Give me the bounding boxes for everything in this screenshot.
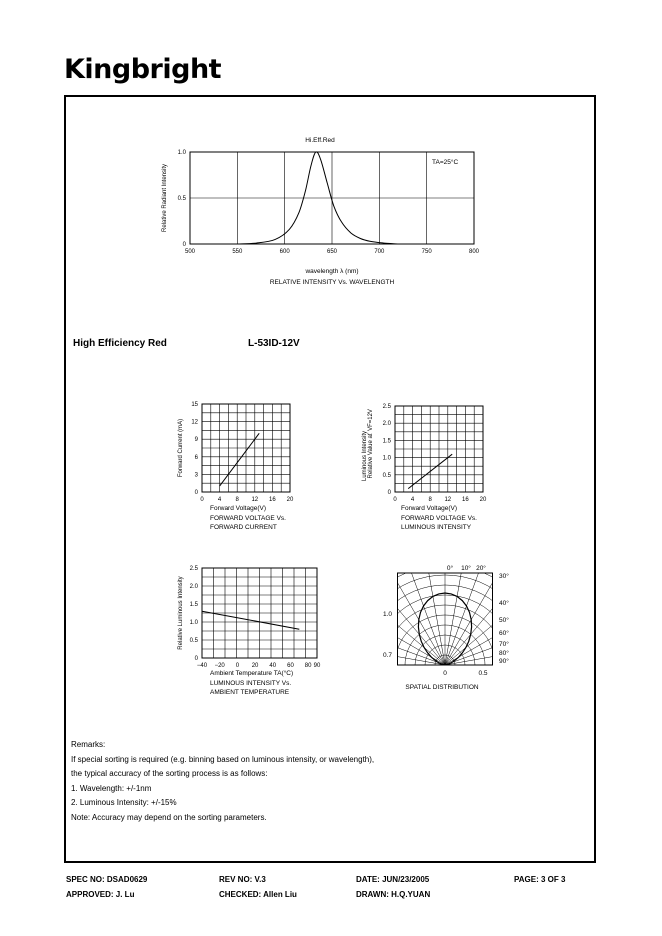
angle-label: 10° [461,565,471,572]
x-tick-label: 0 [200,497,204,503]
x-tick-label: 20 [479,497,487,503]
angle-label: 20° [476,565,486,572]
luminous-vs-temperature-chart [170,560,330,702]
angle-label: 50° [499,617,509,624]
angle-label: 70° [499,641,509,648]
x-tick-label: 12 [251,497,259,503]
x-tick-label: 500 [184,249,196,255]
x-tick-label: 12 [444,497,452,503]
bottom-label: 0 [443,670,447,677]
x-tick-label: −40 [196,663,208,669]
y-tick-label: 6 [194,454,198,461]
angle-label: 80° [499,650,509,657]
chart-caption: LUMINOUS INTENSITY [401,524,472,531]
part-number: L-53ID-12V [248,338,300,349]
angle-label: 40° [499,600,509,607]
y-tick-label: 0.5 [177,196,186,202]
x-tick-label: 550 [232,249,243,255]
y-tick-label: 1.0 [177,150,186,156]
forward-current-chart [170,396,320,536]
y-tick-label: 2.0 [189,584,198,590]
y-axis-label: Forward Current (mA) [178,418,184,478]
y-tick-label: 1.5 [189,602,198,608]
y-tick-label: 0 [387,490,391,496]
chart-caption: LUMINOUS INTENSITY Vs. [210,680,292,687]
drawn-by: DRAWN: H.Q.YUAN [356,890,431,899]
approved-by: APPROVED: J. Lu [66,890,135,899]
y-tick-label: 15 [191,402,198,408]
x-axis-label: Ambient Temperature TA(°C) [210,670,294,677]
y-tick-label: 3 [194,472,198,479]
y-tick-label: 1.5 [382,438,391,445]
chart-title: Hi.Eff.Red [305,137,335,144]
x-tick-label: 4 [410,497,415,503]
remarks-heading: Remarks: [71,740,106,749]
y-tick-label: 0.5 [382,472,391,479]
remarks-line: Note: Accuracy may depend on the sorting parameters. [71,812,267,822]
chart-caption: AMBIENT TEMPERATURE [210,689,290,696]
angle-label: 60° [499,630,509,637]
y-tick-label: 0 [194,490,198,496]
x-tick-label: 20 [251,663,259,669]
y-tick-label: 0 [194,656,198,662]
y-axis-label: Relative Luminous Intensity [178,576,184,650]
chart-caption: FORWARD VOLTAGE Vs. [401,515,477,522]
chart-caption: FORWARD CURRENT [210,524,277,531]
angle-label: 0° [446,565,454,572]
y-tick-label: 2.0 [382,421,391,428]
x-tick-label: 0 [393,497,397,503]
x-tick-label: 650 [326,249,338,255]
y-tick-label: 0 [182,242,186,248]
angle-label: 30° [499,573,509,580]
radial-label: 1.0 [382,611,392,618]
brand-logo: Kingbright [64,54,222,85]
remarks-line: the typical accuracy of the sorting process is as follows: [71,769,268,778]
x-tick-label: 60 [287,663,294,669]
x-tick-label: 4 [217,497,222,503]
x-axis-label: Forward Voltage(V) [401,505,457,512]
x-tick-label: 16 [462,497,469,503]
radial-label: 0.7 [382,652,392,659]
x-tick-label: 80 [304,663,312,669]
remarks-line: 1. Wavelength: +/-1nm [71,783,152,793]
temperature-annotation: TA=25°C [432,159,459,166]
chart-caption: FORWARD VOLTAGE Vs. [210,515,286,522]
x-tick-label: 700 [374,249,385,255]
x-tick-label: 8 [428,497,432,503]
x-tick-label: 40 [269,663,277,669]
series-line [202,611,299,629]
spec-number: SPEC NO: DSAD0629 [66,875,148,884]
angle-spoke [370,617,445,665]
luminous-vs-voltage-chart [355,396,505,536]
remarks-line: 2. Luminous Intensity: +/-15% [71,798,177,807]
checked-by: CHECKED: Allen Liu [219,890,297,899]
y-axis-label: VF=12V [368,409,374,431]
x-tick-label: 600 [279,249,290,255]
angle-spoke [370,641,445,665]
y-tick-label: 9 [194,437,198,444]
y-tick-label: 2.5 [382,404,391,410]
x-tick-label: −20 [214,663,225,669]
bottom-label: 0.5 [478,670,488,677]
spatial-distribution-chart [370,560,520,695]
x-axis-label: wavelength λ (nm) [305,268,359,275]
y-tick-label: 0.5 [189,638,198,644]
angle-spoke [370,595,445,665]
y-axis-label: Relative Radiant Intensity [162,163,168,233]
x-tick-label: 800 [468,249,480,255]
x-tick-label: 20 [286,497,294,503]
y-tick-label: 12 [191,419,198,426]
chart-caption: SPATIAL DISTRIBUTION [405,684,479,691]
y-axis-label: Relative Value at [368,433,374,479]
document-date: DATE: JUN/23/2005 [356,875,430,884]
spectrum-chart [150,128,490,293]
y-tick-label: 2.5 [189,566,198,572]
remarks [71,738,374,825]
x-tick-label: 0 [235,663,240,669]
y-tick-label: 1.0 [382,455,391,462]
revision-number: REV NO: V.3 [219,875,266,884]
angle-label: 90° [499,658,509,665]
y-tick-label: 1.0 [189,620,198,626]
x-axis-label: Forward Voltage(V) [210,505,266,512]
page-number: PAGE: 3 OF 3 [514,875,566,884]
x-tick-label: 90 [313,663,321,669]
x-tick-label: 8 [235,497,239,503]
product-color-name: High Efficiency Red [73,338,167,349]
chart-caption: RELATIVE INTENSITY Vs. WAVELENGTH [269,279,395,286]
x-tick-label: 16 [269,497,276,503]
x-tick-label: 750 [421,249,432,255]
y-axis-label: Luminous Intensity [362,430,368,482]
series-line [220,433,260,486]
remarks-line: If special sorting is required (e.g. binning based on luminous intensity, or wavelength), [71,754,375,764]
